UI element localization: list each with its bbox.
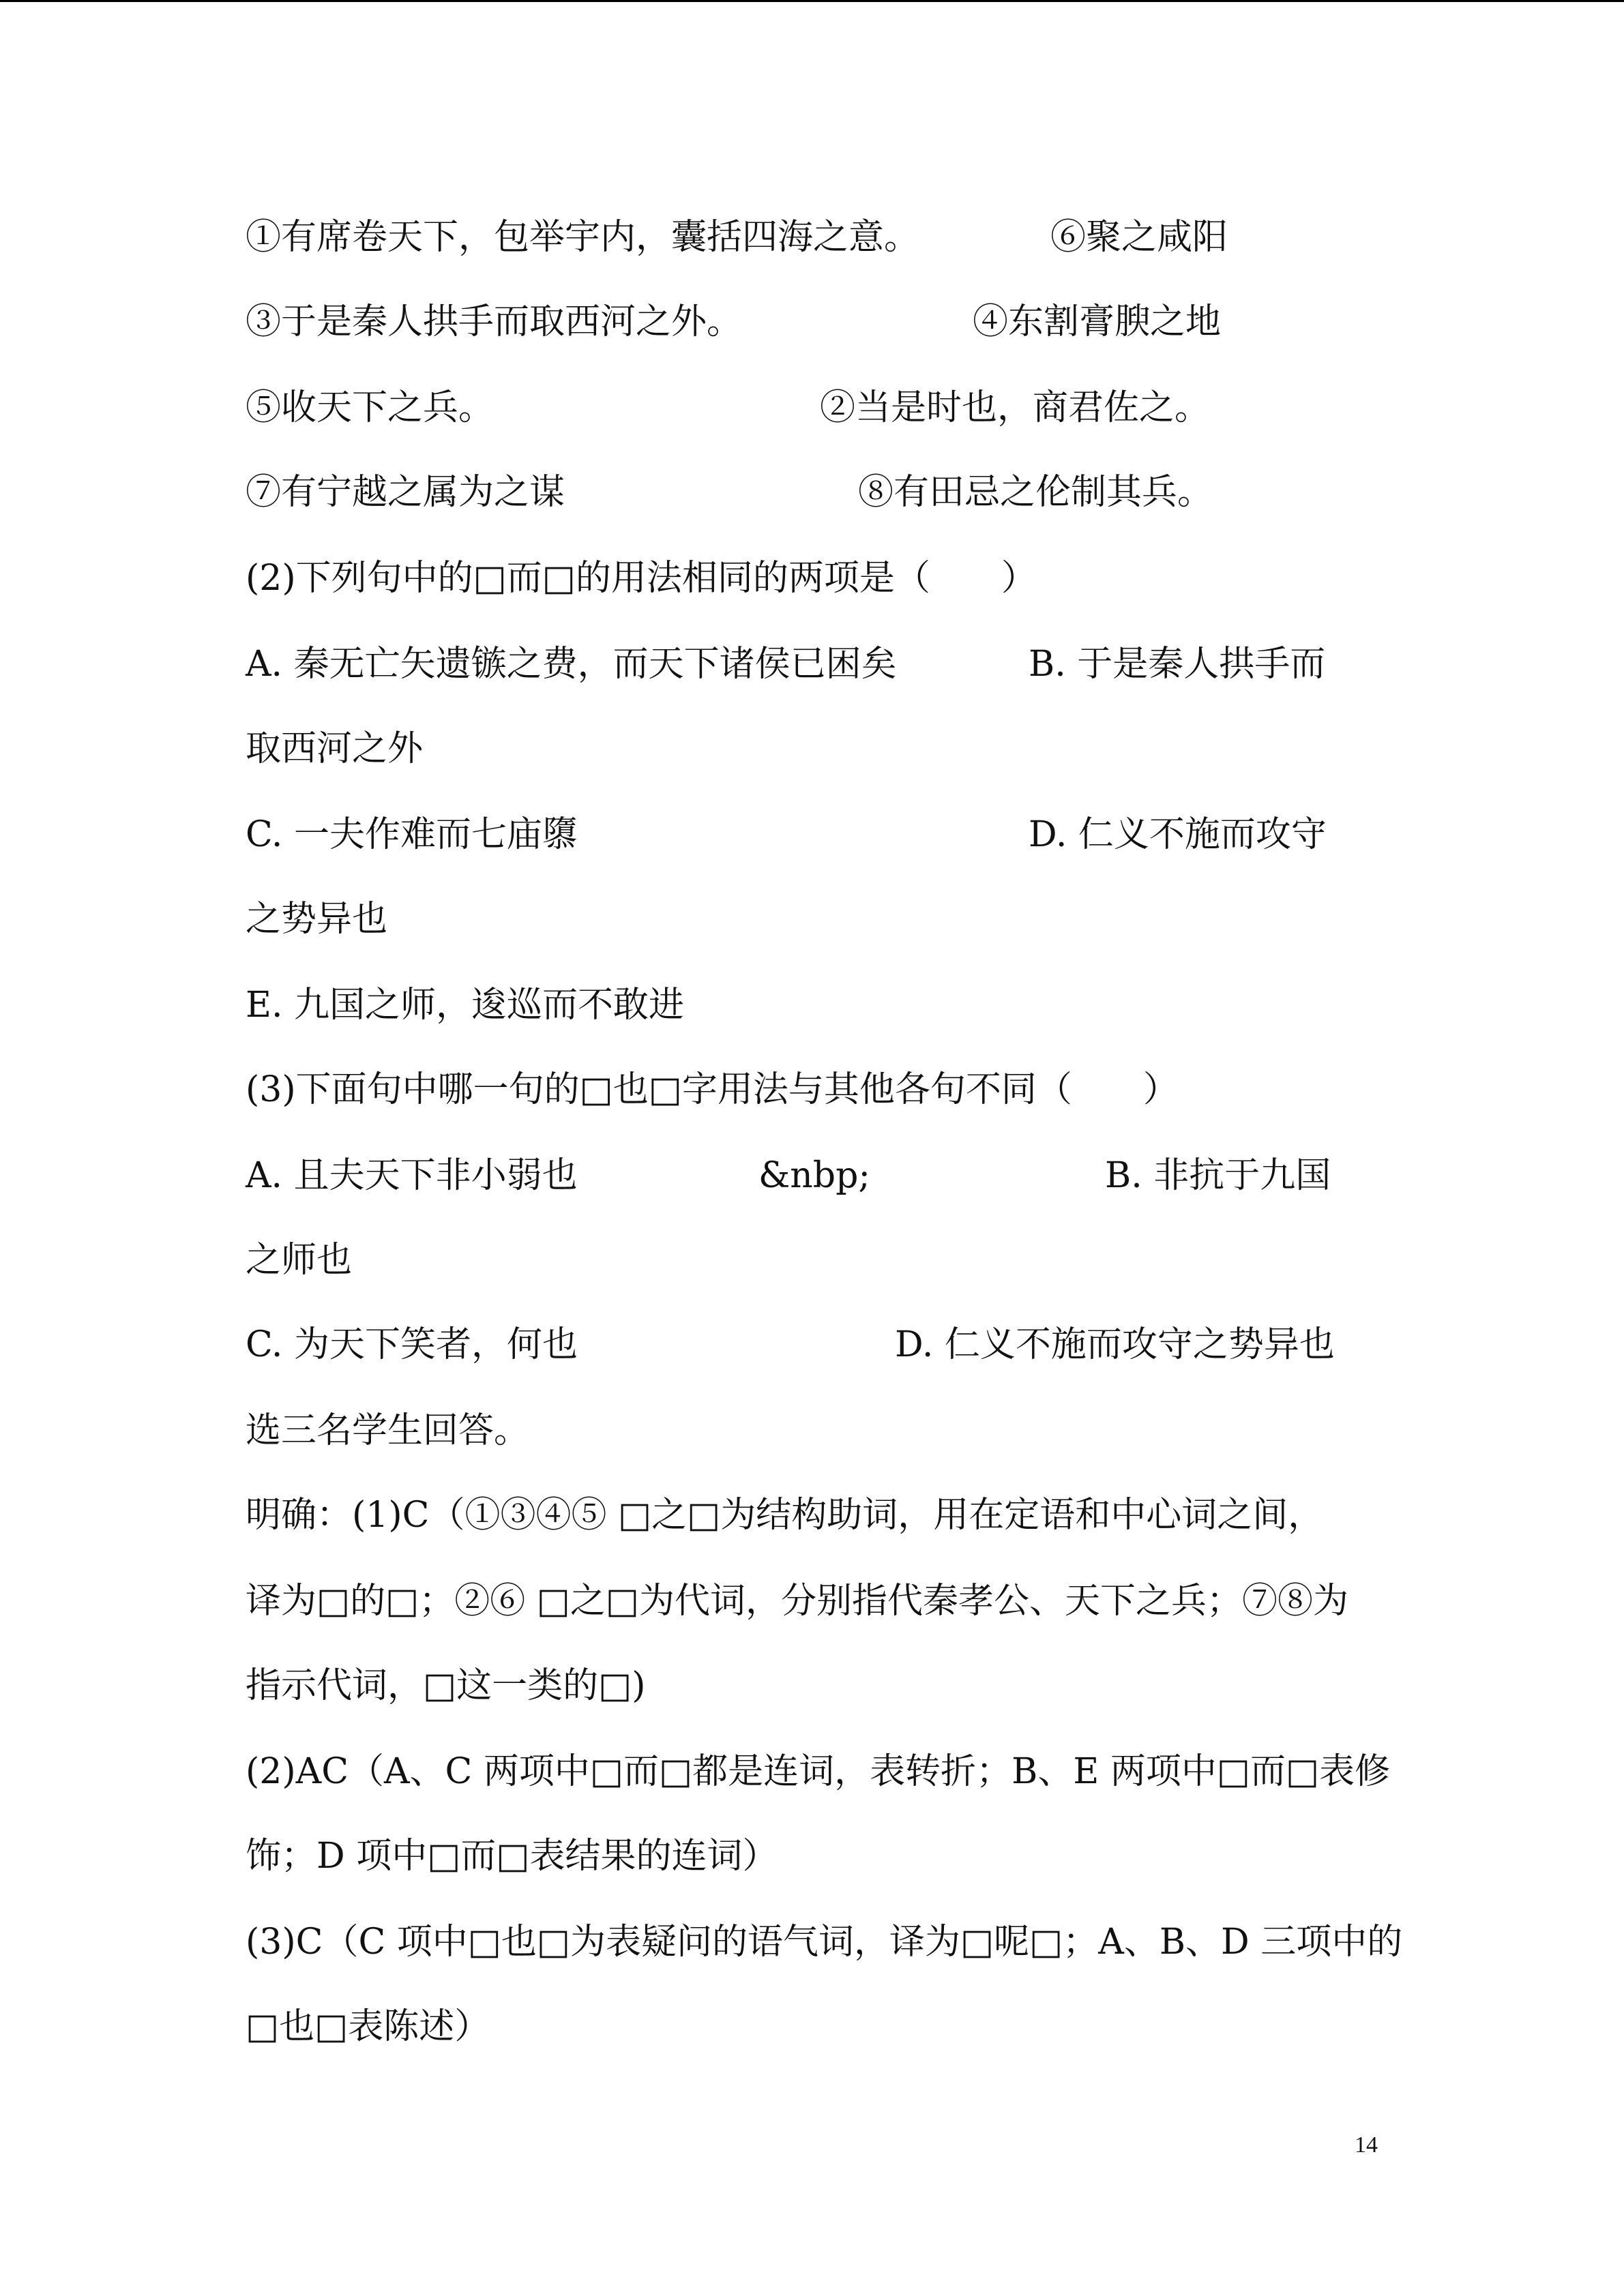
option-line-6: ⑥聚之咸阳 (1050, 217, 1228, 258)
answer-2-line-1: (2)AC（A、C 两项中□而□都是连词，表转折；B、E 两项中□而□表修 (246, 1751, 1391, 1792)
q3-option-d: D. 仁义不施而攻守之势异也 (895, 1324, 1335, 1365)
page-number: 14 (1355, 2132, 1378, 2158)
question-2: (2)下列句中的□而□的用法相同的两项是（ ） (246, 558, 1037, 599)
instruction-line: 选三名学生回答。 (246, 1410, 530, 1451)
q2-option-b-cont: 取西河之外 (246, 728, 424, 769)
answer-1-line-1: 明确：(1)C（①③④⑤ □之□为结构助词，用在定语和中心词之间， (246, 1495, 1324, 1536)
option-line-1: ①有席卷天下，包举宇内，囊括四海之意。 (246, 217, 920, 258)
answer-1-line-3: 指示代词，□这一类的□) (246, 1665, 646, 1706)
answer-3-line-1: (3)C（C 项中□也□为表疑问的语气词，译为□呢□；A、B、D 三项中的 (246, 1922, 1403, 1963)
q2-option-d-cont: 之势异也 (246, 899, 388, 940)
option-line-4: ④东割膏腴之地 (973, 301, 1222, 342)
q2-option-b: B. 于是秦人拱手而 (1029, 644, 1326, 685)
q2-option-e: E. 九国之师，逡巡而不敢进 (246, 985, 685, 1026)
answer-2-line-2: 饰；D 项中□而□表结果的连词） (246, 1836, 778, 1877)
answer-3-line-2: □也□表陈述） (246, 2006, 490, 2047)
option-line-8: ⑧有田忌之伦制其兵。 (858, 472, 1213, 513)
q3-option-c: C. 为天下笑者，何也 (246, 1324, 578, 1365)
option-line-7: ⑦有宁越之属为之谋 (246, 472, 565, 513)
question-3: (3)下面句中哪一句的□也□字用法与其他各句不同（ ） (246, 1069, 1179, 1110)
q2-option-c: C. 一夫作难而七庙隳 (246, 814, 578, 855)
stray-entity-text: &nbp; (758, 1155, 870, 1196)
option-line-2: ②当是时也，商君佐之。 (820, 387, 1211, 428)
option-line-5: ⑤收天下之兵。 (246, 387, 494, 428)
top-border-line (0, 0, 1624, 2)
q2-option-a: A. 秦无亡矢遗镞之费，而天下诸侯已困矣 (246, 644, 897, 685)
option-line-3: ③于是秦人拱手而取西河之外。 (246, 301, 743, 342)
answer-1-line-2: 译为□的□；②⑥ □之□为代词，分别指代秦孝公、天下之兵；⑦⑧为 (246, 1581, 1349, 1622)
q3-option-b-cont: 之师也 (246, 1240, 353, 1281)
q2-option-d: D. 仁义不施而攻守 (1029, 814, 1327, 855)
q3-option-b: B. 非抗于九国 (1105, 1155, 1331, 1196)
q3-option-a: A. 且夫天下非小弱也 (246, 1155, 578, 1196)
